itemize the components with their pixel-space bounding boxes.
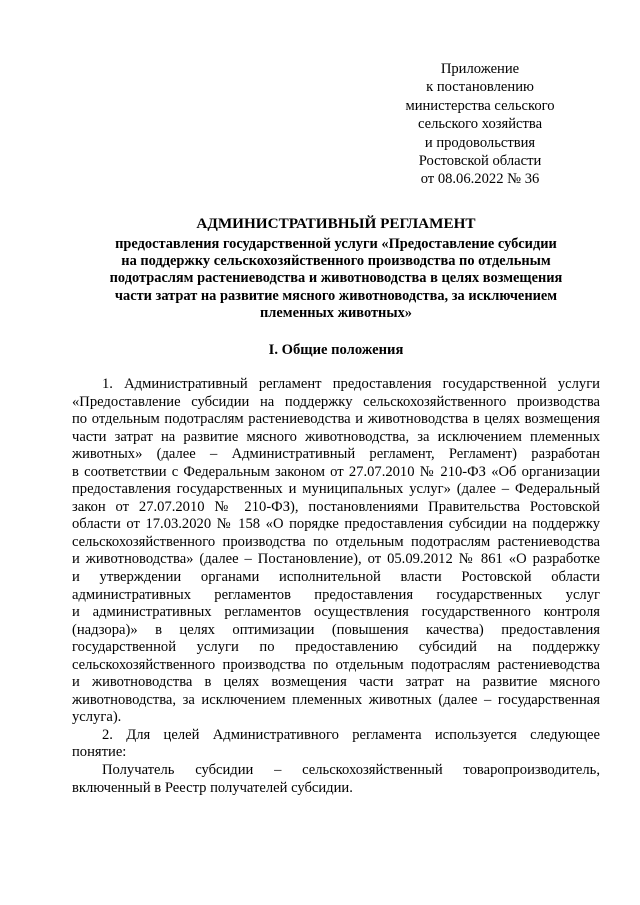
body-line: «Предоставление субсидии на поддержку сельскохозяйственного производства <box>72 393 600 410</box>
body-line: понятие: <box>72 744 127 761</box>
body-line: сельскохозяйственного производства по отдельным подотраслям растениеводства <box>72 656 600 673</box>
body-line: услуга). <box>72 709 122 726</box>
body-line: предоставления государственных и муниципальных услуг» (далее – Федеральный <box>72 481 600 498</box>
document-subtitle-line: подотраслям растениеводства и животноводства в целях возмещения <box>109 270 563 287</box>
document-subtitle-line: племенных животных» <box>260 304 412 321</box>
body-line: в соответствии с Федеральным законом от 27.07.2010 № 210-ФЗ «Об организации <box>72 463 600 480</box>
body-line: и административных регламентов осуществления государственного контроля <box>72 604 600 621</box>
body-line: области от 17.03.2020 № 158 «О порядке предоставления субсидии на поддержку <box>72 516 600 533</box>
document-title-block <box>72 215 600 322</box>
document-title: АДМИНИСТРАТИВНЫЙ РЕГЛАМЕНТ <box>196 215 476 232</box>
document-subtitle-line: на поддержку сельскохозяйственного производства по отдельным <box>121 253 551 270</box>
appendix-line: сельского хозяйства <box>417 116 543 133</box>
body-line: и животноводства» (далее – Постановление), от 05.09.2012 № 861 «О разработке <box>72 551 600 568</box>
body-text <box>72 376 600 797</box>
body-line: 2. Для целей Административного регламента используется следующее <box>102 726 600 743</box>
body-line: животных» (далее – Административный регламент, Регламент) разработан <box>72 446 600 463</box>
body-line: административных регламентов предоставления государственных услуг <box>72 586 600 603</box>
body-line: закон от 27.07.2010 № 210-ФЗ), постановлениями Правительства Ростовской <box>72 498 600 515</box>
appendix-line: от 08.06.2022 № 36 <box>420 171 540 188</box>
body-line: по отдельным подотраслям растениеводства и животноводства в целях возмещения <box>72 411 600 428</box>
body-line: (надзора)» в целях оптимизации (повышения качества) предоставления <box>72 621 600 638</box>
appendix-line: Приложение <box>440 61 520 77</box>
document-subtitle-line: части затрат на развитие мясного животноводства, за исключением <box>114 287 558 304</box>
document-subtitle-line: предоставления государственной услуги «Предоставление субсидии <box>115 236 557 252</box>
appendix-block <box>380 60 580 189</box>
body-line: включенный в Реестр получателей субсидии. <box>72 779 353 796</box>
appendix-line: к постановлению <box>426 79 534 96</box>
body-line: Получатель субсидии – сельскохозяйственный товаропроизводитель, <box>102 762 600 779</box>
body-line: и животноводства в целях возмещения части затрат на развитие мясного <box>72 674 600 691</box>
body-line: и утверждении органами исполнительной власти Ростовской области <box>72 569 600 586</box>
body-line: государственной услуги по предоставлению субсидий на поддержку <box>72 639 600 656</box>
appendix-line: Ростовской области <box>418 153 542 170</box>
appendix-line: и продовольствия <box>424 134 536 151</box>
body-line: животноводства, за исключением племенных животных (далее – государственная <box>72 691 600 708</box>
section-title: I. Общие положения <box>268 342 404 358</box>
body-line: 1. Административный регламент предоставления государственной услуги <box>102 376 600 392</box>
body-line: сельскохозяйственного производства по отдельным подотраслям растениеводства <box>72 533 600 550</box>
body-line: части затрат на развитие мясного животноводства, за исключением племенных <box>72 428 600 445</box>
appendix-line: министерства сельского <box>405 97 555 114</box>
